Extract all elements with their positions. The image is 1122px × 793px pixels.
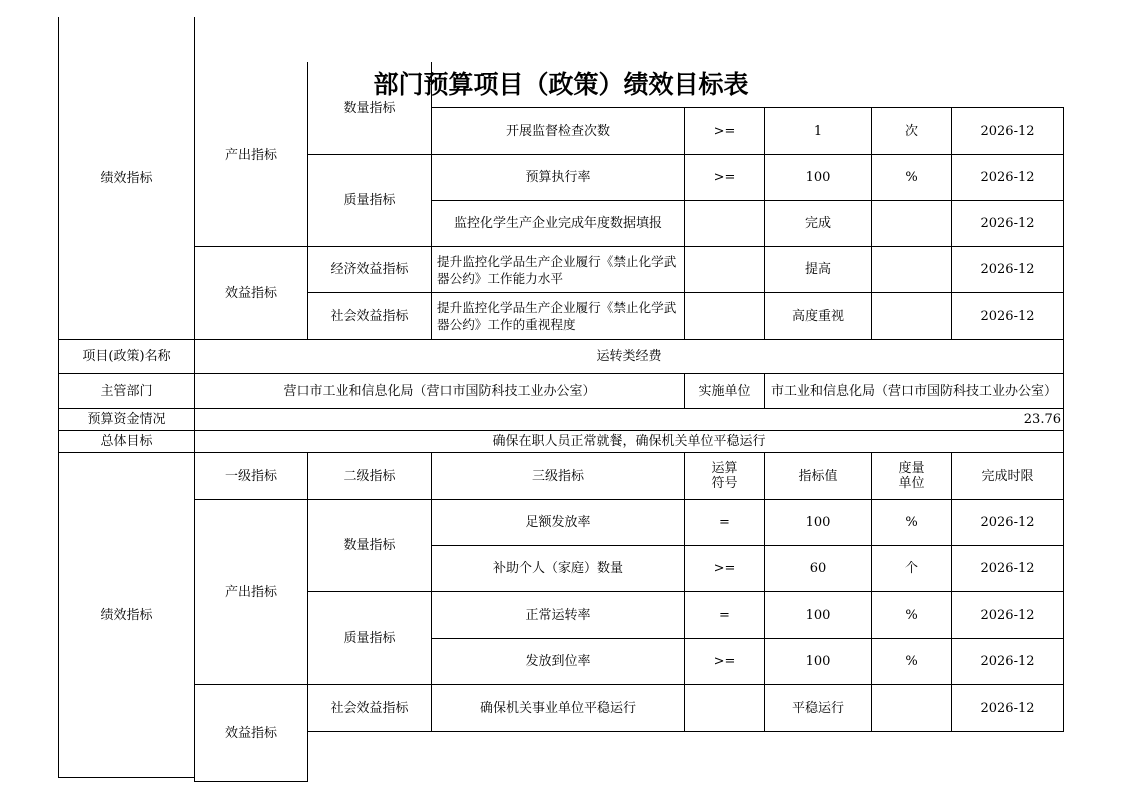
table-cell: 1 bbox=[764, 107, 872, 155]
table-cell: 100 bbox=[764, 154, 872, 201]
table-cell: 2026-12 bbox=[951, 684, 1064, 732]
table-cell: 100 bbox=[764, 591, 872, 639]
table-cell: 60 bbox=[764, 545, 872, 592]
header-level2: 二级指标 bbox=[307, 452, 432, 500]
table-cell bbox=[871, 246, 952, 293]
s2-quantity-cell: 数量指标 bbox=[307, 499, 432, 592]
budget-label: 预算资金情况 bbox=[58, 408, 195, 431]
performance-table bbox=[0, 100, 1122, 741]
table-cell: 平稳运行 bbox=[764, 684, 872, 732]
table-cell: 补助个人（家庭）数量 bbox=[431, 545, 685, 592]
page-title: 部门预算项目（政策）绩效目标表 bbox=[373, 70, 749, 99]
table-cell: 提升监控化学品生产企业履行《禁止化学武器公约》工作能力水平 bbox=[431, 246, 685, 293]
table-cell: 发放到位率 bbox=[431, 638, 685, 685]
table-cell bbox=[684, 292, 765, 340]
table-cell: >= bbox=[684, 107, 765, 155]
table-cell: = bbox=[684, 499, 765, 546]
table-cell: 社会效益指标 bbox=[307, 292, 432, 340]
table-cell: 2026-12 bbox=[951, 200, 1064, 247]
table-cell: 个 bbox=[871, 545, 952, 592]
table-cell: 经济效益指标 bbox=[307, 246, 432, 293]
table-cell: % bbox=[871, 154, 952, 201]
s2-quality-cell: 质量指标 bbox=[307, 591, 432, 685]
project-name-label: 项目(政策)名称 bbox=[58, 339, 195, 374]
table-cell: 100 bbox=[764, 638, 872, 685]
table-cell: >= bbox=[684, 154, 765, 201]
table-cell: 完成 bbox=[764, 200, 872, 247]
table-cell: 开展监督检查次数 bbox=[431, 107, 685, 155]
table-cell bbox=[684, 246, 765, 293]
dept-label: 主管部门 bbox=[58, 373, 195, 409]
impl-label: 实施单位 bbox=[684, 373, 765, 409]
s2-benefit-cell: 效益指标 bbox=[194, 684, 308, 782]
s1-benefit-cell: 效益指标 bbox=[194, 246, 308, 340]
table-cell: 提升监控化学品生产企业履行《禁止化学武器公约》工作的重视程度 bbox=[431, 292, 685, 340]
table-cell: 2026-12 bbox=[951, 545, 1064, 592]
table-cell: 2026-12 bbox=[951, 107, 1064, 155]
table-cell bbox=[684, 684, 765, 732]
table-cell: 社会效益指标 bbox=[307, 684, 432, 732]
table-cell: 2026-12 bbox=[951, 638, 1064, 685]
s1-output-cell: 产出指标 bbox=[194, 64, 308, 247]
impl-value: 市工业和信息化局（营口市国防科技工业办公室） bbox=[764, 373, 1064, 409]
table-cell: >= bbox=[684, 638, 765, 685]
table-cell: % bbox=[871, 638, 952, 685]
header-level3: 三级指标 bbox=[431, 452, 685, 500]
table-cell: 2026-12 bbox=[951, 246, 1064, 293]
header-unit: 度量 单位 bbox=[871, 452, 952, 500]
table-cell bbox=[871, 200, 952, 247]
table-cell: 高度重视 bbox=[764, 292, 872, 340]
header-operator: 运算 符号 bbox=[684, 452, 765, 500]
table-cell bbox=[684, 200, 765, 247]
table-cell: % bbox=[871, 499, 952, 546]
table-cell: % bbox=[871, 591, 952, 639]
table-cell: 提高 bbox=[764, 246, 872, 293]
budget-value: 23.76 bbox=[194, 408, 1064, 431]
goal-value: 确保在职人员正常就餐，确保机关单位平稳运行 bbox=[194, 430, 1064, 453]
header-deadline: 完成时限 bbox=[951, 452, 1064, 500]
project-name: 运转类经费 bbox=[194, 339, 1064, 374]
table-cell: >= bbox=[684, 545, 765, 592]
header-level1: 一级指标 bbox=[194, 452, 308, 500]
table-cell: 2026-12 bbox=[951, 154, 1064, 201]
header-value: 指标值 bbox=[764, 452, 872, 500]
table-cell: 监控化学生产企业完成年度数据填报 bbox=[431, 200, 685, 247]
table-cell: 预算执行率 bbox=[431, 154, 685, 201]
dept-value: 营口市工业和信息化局（营口市国防科技工业办公室） bbox=[194, 373, 685, 409]
table-cell: 2026-12 bbox=[951, 591, 1064, 639]
s1-level1-cell: 绩效指标 bbox=[58, 17, 195, 340]
table-cell: 正常运转率 bbox=[431, 591, 685, 639]
table-cell: 2026-12 bbox=[951, 499, 1064, 546]
table-cell: 足额发放率 bbox=[431, 499, 685, 546]
table-cell: 次 bbox=[871, 107, 952, 155]
table-cell: 100 bbox=[764, 499, 872, 546]
s2-output-cell: 产出指标 bbox=[194, 499, 308, 685]
table-cell bbox=[871, 684, 952, 732]
goal-label: 总体目标 bbox=[58, 430, 195, 453]
s1-quality-cell: 质量指标 bbox=[307, 154, 432, 247]
s2-level1-cell: 绩效指标 bbox=[58, 452, 195, 778]
table-cell bbox=[871, 292, 952, 340]
table-cell: = bbox=[684, 591, 765, 639]
s1-quantity-cell: 数量指标 bbox=[307, 62, 432, 155]
table-cell: 2026-12 bbox=[951, 292, 1064, 340]
table-cell: 确保机关事业单位平稳运行 bbox=[431, 684, 685, 732]
